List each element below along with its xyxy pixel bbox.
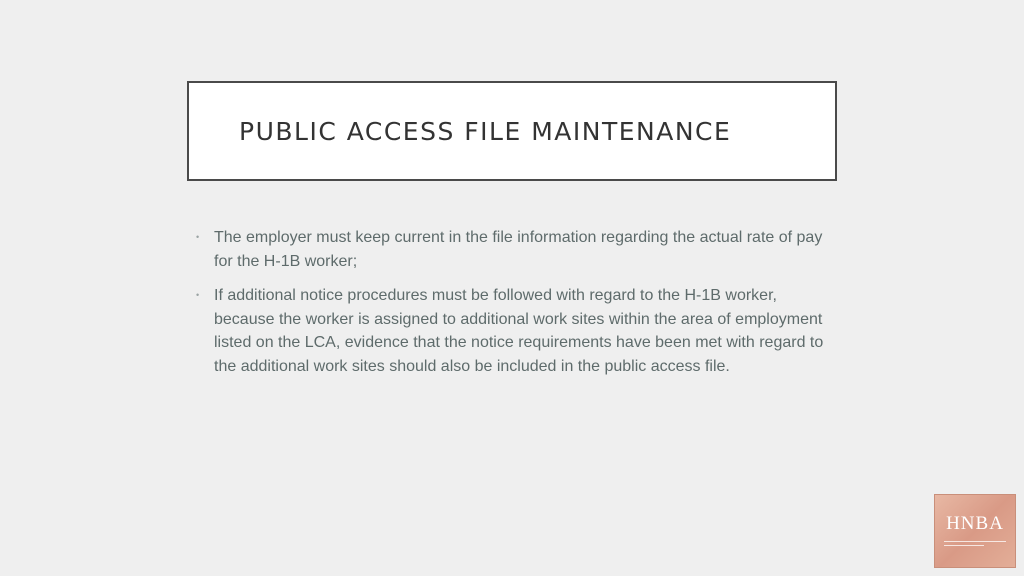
logo-letters: HNBA <box>946 512 1004 534</box>
bullet-text: If additional notice procedures must be followed with regard to the H-1B worker, because the worker is assigned to additional work sites within the area of employment listed on the LCA, evidence that the notice requirements have been met with regard to the additional work sites should also be included in the public access file. <box>214 287 824 375</box>
logo-tagline-lines <box>944 538 1006 549</box>
list-item <box>196 284 836 378</box>
bullet-dot-icon: • <box>196 290 200 300</box>
hnba-logo-icon <box>934 494 1016 568</box>
logo-line <box>944 541 1006 542</box>
bullet-dot-icon: • <box>196 232 200 242</box>
list-item <box>196 226 836 273</box>
bullet-list <box>196 226 836 389</box>
logo-line <box>944 545 984 546</box>
title-box <box>187 81 837 181</box>
slide-title: PUBLIC ACCESS FILE MAINTENANCE <box>239 116 732 146</box>
bullet-text: The employer must keep current in the file information regarding the actual rate of pay for the H-1B worker; <box>214 229 823 270</box>
